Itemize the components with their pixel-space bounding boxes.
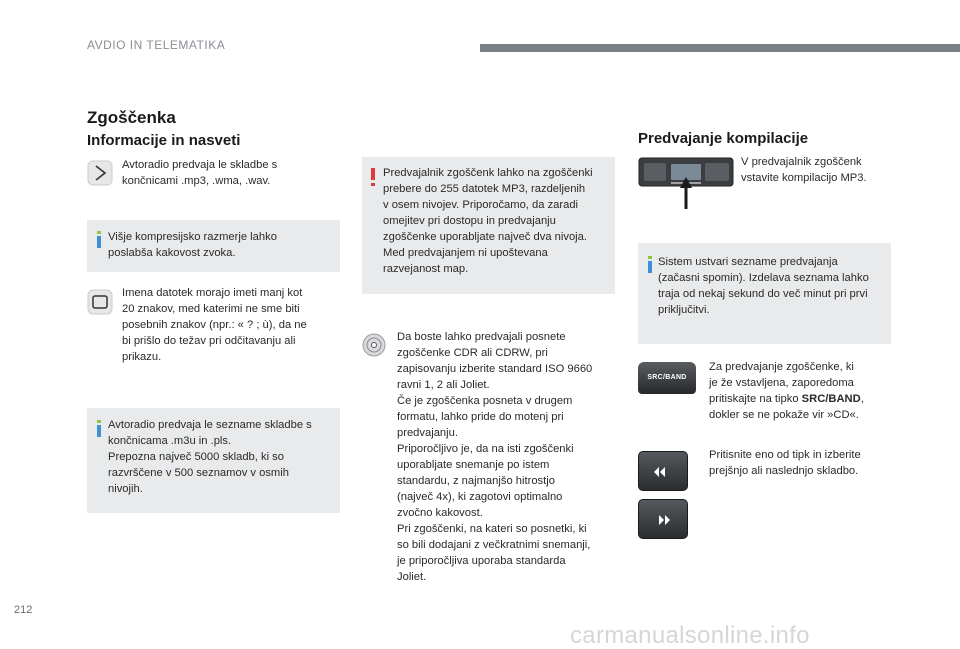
chapter-title: AVDIO IN TELEMATIKA	[87, 38, 226, 52]
burn-tips-text: Da boste lahko predvajali posnete zgoščenke CDR ali CDRW, pri zapisovanju izberite standard ISO 9660 ravni 1, 2 ali Joliet. Če je zgoščenka posneta v drugem formatu, lahko pride do motenj pri predvajanju. Priporočljivo je, da na isti zgoščenki uporabljate snemanje po istem standardu, z najmanjšo hitrostjo (največ 4x), ki zagotovi optimalno zvočno kakovost. Pri zgoščenki, na kateri so posnetki, ki so bili dodajani z večkratnimi snemanji, je priporočljiva uporaba standarda Joliet.	[397, 331, 593, 583]
page-number: 212	[14, 604, 33, 616]
disc-icon	[362, 333, 386, 357]
rewind-icon	[639, 452, 689, 492]
playlists-text: Avtoradio predvaja le sezname skladbe s končnicama .m3u in .pls. Prepozna največ 5000 skladb, ki so razvrščene v 500 seznamov v osmih nivojih.	[108, 419, 312, 495]
compression-text: Višje kompresijsko razmerje lahko poslabša kakovost zvoka.	[108, 231, 277, 259]
play-icon	[87, 160, 113, 186]
src-band-button[interactable]: SRC/BAND	[638, 362, 696, 394]
info-icon	[648, 256, 652, 273]
display-icon	[87, 289, 113, 315]
subtitle-compilation: Predvajanje kompilacije	[638, 130, 809, 147]
fast-forward-icon	[639, 500, 689, 540]
src-instructions-text: Za predvajanje zgoščenke, ki je že vstavljena, zaporedoma pritiskajte na tipko SRC/BAND, dokler se ne pokaže vir »CD«.	[709, 361, 864, 421]
info-icon	[97, 231, 101, 248]
subtitle-info: Informacije in nasveti	[87, 132, 241, 149]
section-title: Zgoščenka	[87, 108, 176, 127]
warning-text: Predvajalnik zgoščenk lahko na zgoščenki prebere do 255 datotek MP3, razdeljenih v osem nivojev. Priporočamo, da zaradi omejitev pri dostopu in predvajanju zgoščenke uporabljate največ dva nivoja. Med predvajanjem ni upoštevana razvejanost map.	[383, 167, 593, 275]
insert-text: V predvajalnik zgoščenk vstavite kompilacijo MP3.	[741, 156, 867, 184]
warning-icon	[371, 168, 375, 186]
file-types-text: Avtoradio predvaja le skladbe s končnicami .mp3, .wma, .wav.	[122, 159, 278, 187]
track-select-text: Pritisnite eno od tipk in izberite prejšnjo ali naslednjo skladbo.	[709, 449, 861, 477]
next-track-button[interactable]	[638, 499, 688, 539]
filename-rules-text: Imena datotek morajo imeti manj kot 20 znakov, med katerimi ne sme biti posebnih znakov (npr.: « ? ; ù), da ne bi prišlo do težav pri odčitavanju ali prikazu.	[122, 287, 307, 363]
info-icon	[97, 420, 101, 437]
watermark: carmanualsonline.info	[570, 622, 810, 649]
cd-player-illustration	[638, 155, 734, 211]
system-note-text: Sistem ustvari sezname predvajanja (začasni spomin). Izdelava seznama lahko traja od nekaj sekund do več minut pri prvi priključitvi.	[658, 256, 869, 316]
previous-track-button[interactable]	[638, 451, 688, 491]
header-bar	[480, 44, 960, 52]
